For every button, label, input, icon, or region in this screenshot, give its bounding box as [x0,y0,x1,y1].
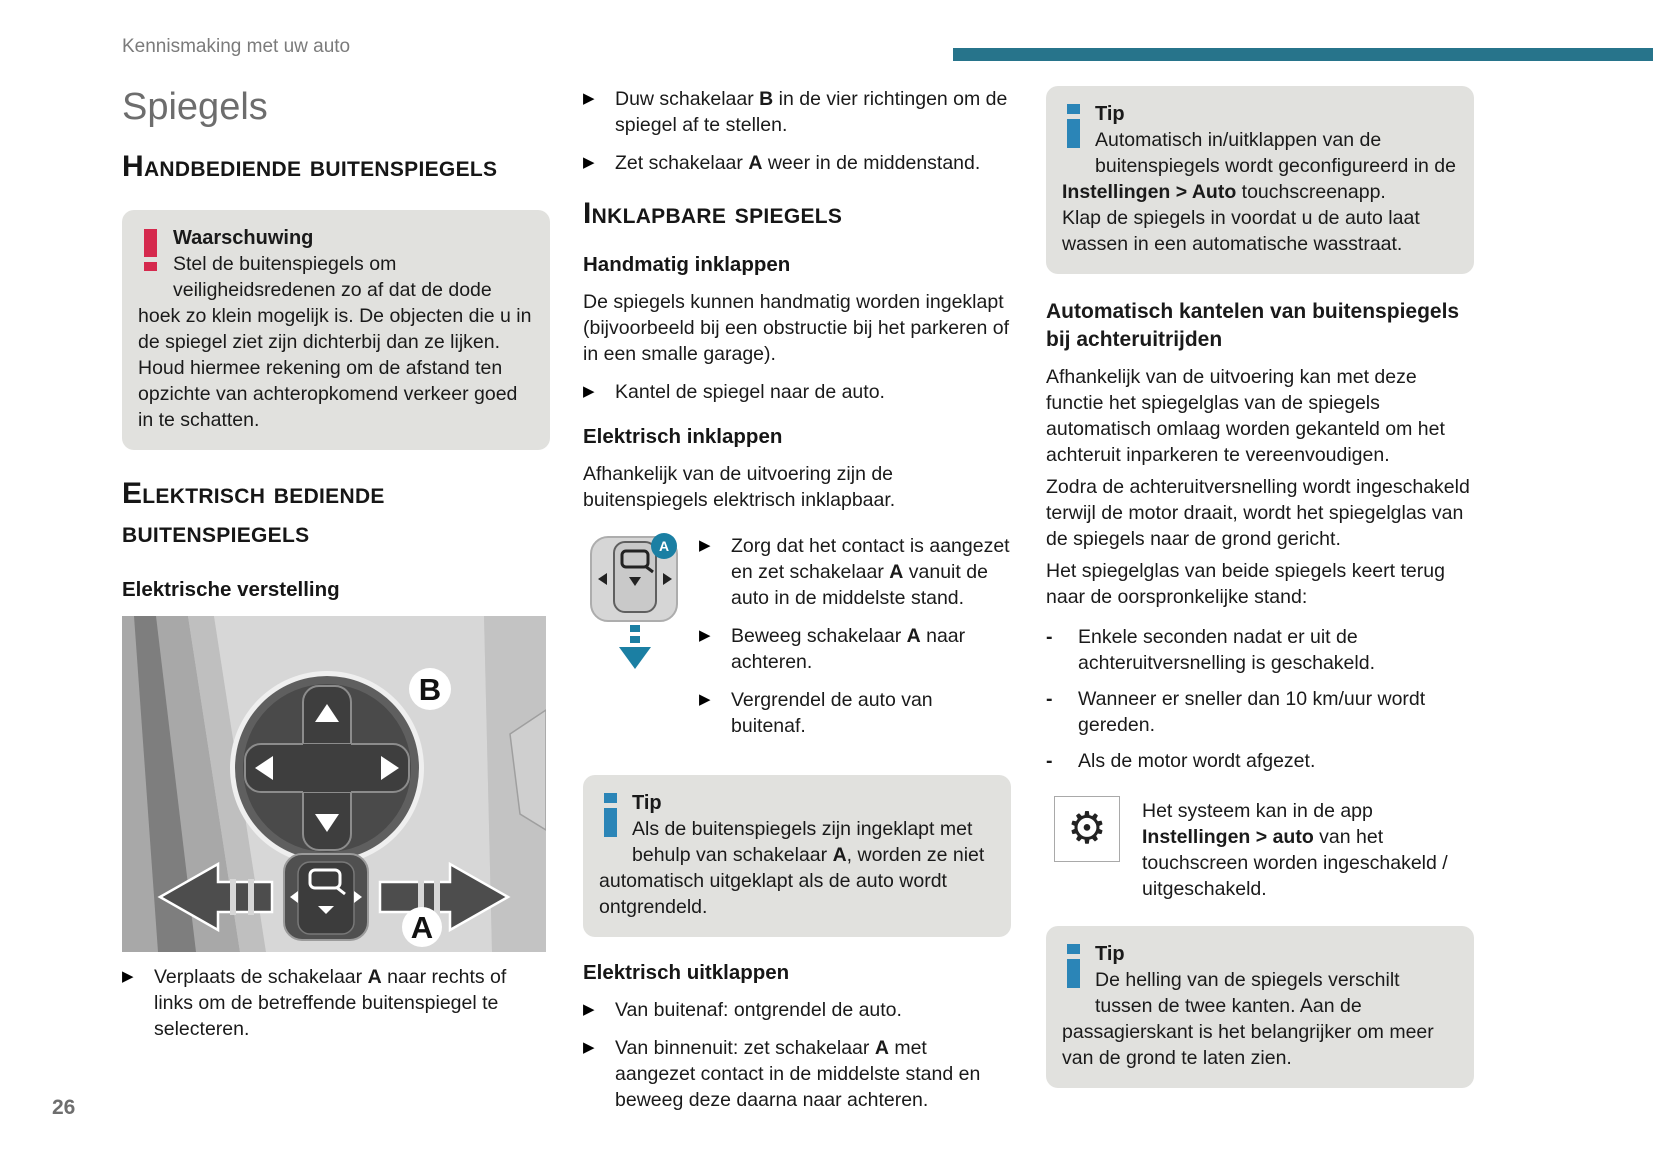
warning-text: Stel de buitenspiegels om veiligheidsredenen zo af dat de dode hoek zo klein mogelijk is. De objecten die u in de spiegel ziet zijn dichterbij dan ze lijken. Houd hiermee rekening om de afstand ten opzichte van achteropkomend verkeer goed in te schatten. [138,253,532,431]
bullet-arrow-icon: ▶ [699,537,711,554]
para-manual-folding: De spiegels kunnen handmatig worden ingeklapt (bijvoorbeeld bij een obstructie bij het parkeren of in een smalle garage). [583,291,1010,365]
page-title: Spiegels [122,86,268,128]
warning-box [122,210,550,450]
column-right [1046,0,1474,1112]
tip-text: Automatisch in/uitklappen van de buitenspiegels wordt geconfigureerd in de Instellingen > Auto touchscreenapp. Klap de spiegels in voordat u de auto laat wassen in een automatische wasstraat. [1062,129,1456,255]
section-heading-electric-mirrors: Elektrisch bediende buitenspiegels [122,477,385,549]
column-middle [583,0,1011,1125]
dash-bullet: - [1046,750,1053,772]
para-electric-folding: Afhankelijk van de uitvoering zijn de buitenspiegels elektrisch inklapbaar. [583,463,896,511]
info-icon [1066,944,1081,995]
bullet-arrow-icon: ▶ [583,90,595,107]
settings-icon-box [1054,796,1120,862]
step-unfold-inside: ▶ Van binnenuit: zet schakelaar A met aangezet contact in de middelste stand en beweeg deze daarna naar achteren. [583,1037,981,1111]
fold-switch-icon [583,529,687,751]
list-item: - Wanneer er sneller dan 10 km/uur wordt gereden. [1046,688,1426,736]
system-note-text: Het systeem kan in de app Instellingen > auto van het touchscreen worden ingeschakeld / uitgeschakeld. [1142,800,1448,900]
warning-title: Waarschuwing [173,227,314,249]
section-heading-manual-mirrors: Handbediende buitenspiegels [122,150,498,183]
info-icon [1066,104,1081,155]
bullet-arrow-icon: ▶ [583,154,595,171]
tip-title: Tip [1095,103,1125,125]
step-center-a: ▶ Zet schakelaar A weer in de middenstand. [583,152,981,174]
column-left [122,0,550,1054]
gear-icon: ⚙ [1067,804,1107,853]
tip-title: Tip [632,792,662,814]
bullet-arrow-icon: ▶ [583,1039,595,1056]
tip-title: Tip [1095,943,1125,965]
step-tilt-mirror: ▶ Kantel de spiegel naar de auto. [583,381,885,403]
subhead-electric-unfolding: Elektrisch uitklappen [583,961,790,984]
subhead-manual-folding: Handmatig inklappen [583,253,791,276]
subhead-auto-tilt-reverse: Automatisch kantelen van buitenspiegels bij achteruitrijden [1046,300,1460,351]
step-adjust-b: ▶ Duw schakelaar B in de vier richtingen om de spiegel af te stellen. [583,88,1008,136]
page-number: 26 [52,1096,76,1119]
tip-box-folding [583,775,1011,937]
breadcrumb: Kennismaking met uw auto [122,36,351,57]
dash-bullet: - [1046,688,1053,710]
dash-bullet: - [1046,626,1053,648]
tip-box-config [1046,86,1474,274]
figure-label-a: A [410,910,434,945]
step-select-mirror: ▶ Verplaats de schakelaar A naar rechts of links om de betreffende buitenspiegel te selecteren. [122,966,507,1040]
section-heading-folding-mirrors: Inklapbare spiegels [583,197,843,230]
list-item: - Enkele seconden nadat er uit de achteruitversnelling is geschakeld. [1046,626,1375,674]
bullet-arrow-icon: ▶ [583,383,595,400]
subhead-electric-folding: Elektrisch inklappen [583,425,783,448]
fold-steps [699,529,1011,751]
tip-text: De helling van de spiegels verschilt tussen de twee kanten. Aan de passagierskant is het belangrijker om meer van de grond te laten zien. [1062,969,1434,1069]
step-unlock-outside: ▶ Van buitenaf: ontgrendel de auto. [583,999,902,1021]
fold-switch-figure-row [583,529,1011,751]
bullet-arrow-icon: ▶ [583,1001,595,1018]
list-item: - Als de motor wordt afgezet. [1046,750,1316,772]
mirror-switch-photo [122,616,550,952]
step-lock-outside: ▶ Vergrendel de auto van buitenaf. [699,689,933,737]
tip-box-tilt [1046,926,1474,1088]
info-icon [603,793,618,844]
step-contact-on: ▶ Zorg dat het contact is aangezet en zet schakelaar A vanuit de auto in de middelste stand. [699,535,1010,609]
system-settings-note [1054,796,1474,902]
bullet-arrow-icon: ▶ [699,691,711,708]
figure-label-b: B [418,672,442,707]
subhead-electric-adjustment: Elektrische verstelling [122,578,340,601]
step-move-back: ▶ Beweeg schakelaar A naar achteren. [699,625,966,673]
warning-icon [142,228,159,279]
para-tilt-1: Afhankelijk van de uitvoering kan met deze functie het spiegelglas van de spiegels automatisch omlaag worden gekanteld om het achteruit inparkeren te vereenvoudigen. [1046,366,1445,466]
para-tilt-3: Het spiegelglas van beide spiegels keert terug naar de oorspronkelijke stand: [1046,560,1445,608]
bullet-arrow-icon: ▶ [699,627,711,644]
para-tilt-2: Zodra de achteruitversnelling wordt ingeschakeld terwijl de motor draait, wordt het spiegelglas van de spiegels naar de grond gericht. [1046,476,1470,550]
bullet-arrow-icon: ▶ [122,968,134,985]
tip-text: Als de buitenspiegels zijn ingeklapt met behulp van schakelaar A, worden ze niet automatisch uitgeklapt als de auto wordt ontgrendeld. [599,818,985,918]
fold-switch-badge-a: A [658,538,670,554]
tilt-return-conditions [1046,624,1474,774]
